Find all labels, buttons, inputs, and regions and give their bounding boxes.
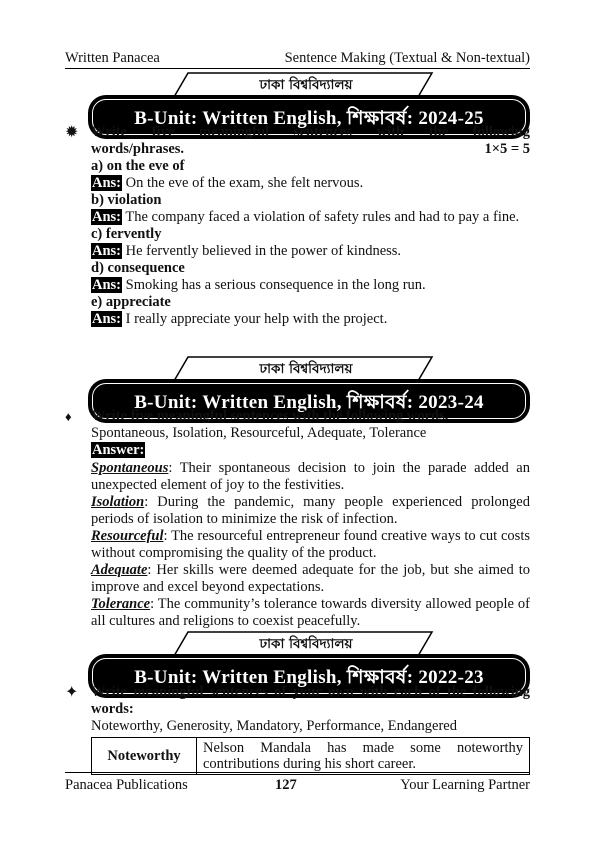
ans-tag: Ans: (92, 209, 122, 225)
running-footer (65, 772, 530, 795)
ans-tag: Ans: (92, 311, 122, 327)
footer-tagline: Your Learning Partner (400, 777, 530, 793)
banner-tab-label: ঢাকা বিশ্ববিদ্যালয় (259, 636, 353, 652)
item-label: a) on the eve of (91, 158, 185, 174)
answer-paragraph: Isolation: During the pandemic, many people experienced prolonged periods of isolation to minimize the risk of infection. (91, 494, 530, 527)
question-text: Write meaningful sentences of your own with each of the following words: (91, 684, 530, 717)
item-answer: Ans: I really appreciate your help with the project. (92, 311, 388, 327)
table-row (92, 738, 530, 775)
banner-tab-label: ঢাকা বিশ্ববিদ্যালয় (259, 361, 353, 377)
banner-title: B-Unit: Written English, শিক্ষাবর্ষ: 2024-25 (134, 108, 484, 129)
table-sentence: Nelson Mandala has made some noteworthy contributions during his short career. (197, 738, 530, 775)
answer-table (91, 737, 530, 775)
header-left: Written Panacea (65, 50, 160, 66)
item-answer: Ans: On the eve of the exam, she felt nervous. (92, 175, 364, 191)
answers (65, 718, 530, 775)
footer-publisher: Panacea Publications (65, 777, 188, 793)
marks: 1×5 = 5 (484, 141, 530, 157)
burst-bullet-icon: ✹ (65, 124, 79, 141)
item-answer: Ans: The company faced a violation of safety rules and had to pay a fine. (92, 209, 520, 225)
banner-tab (174, 355, 438, 379)
item-label: d) consequence (91, 260, 185, 276)
answers (65, 425, 530, 630)
question (65, 684, 530, 718)
banner-tab (174, 71, 438, 95)
answer-paragraph: Adequate: Her skills were deemed adequate for the job, but she aimed to improve and excel beyond expectations. (91, 562, 530, 595)
banner-tab-label: ঢাকা বিশ্ববিদ্যালয় (259, 77, 353, 93)
section-2023-24 (65, 408, 530, 630)
star-bullet-icon: ✦ (65, 684, 79, 701)
question (65, 124, 530, 158)
table-word: Noteworthy (92, 738, 197, 775)
ans-tag: Ans: (92, 175, 122, 191)
item-label: b) violation (91, 192, 162, 208)
word-list: Spontaneous, Isolation, Resourceful, Adequate, Tolerance (91, 425, 427, 441)
ans-tag: Ans: (92, 243, 122, 259)
answer-heading: Answer: (92, 442, 145, 458)
running-header (65, 50, 530, 69)
question-line-1: Write five meaningful sentences with the following (91, 124, 530, 140)
question-line-2: words/phrases. 1×5 = 5 (91, 141, 530, 157)
banner-title: B-Unit: Written English, শিক্ষাবর্ষ: 2023-24 (134, 392, 484, 413)
item-answer: Ans: Smoking has a serious consequence in the long run. (92, 277, 426, 293)
banner-title: B-Unit: Written English, শিক্ষাবর্ষ: 2022-23 (134, 667, 484, 688)
header-right: Sentence Making (Textual & Non-textual) (284, 50, 530, 66)
word-list: Noteworthy, Generosity, Mandatory, Performance, Endangered (91, 718, 457, 734)
answers (65, 158, 530, 328)
section-2022-23 (65, 684, 530, 775)
item-answer: Ans: He fervently believed in the power of kindness. (92, 243, 402, 259)
item-label: c) fervently (91, 226, 162, 242)
question-text: Write five meaningful sentences with the following words. (91, 408, 449, 424)
answer-paragraph: Tolerance: The community’s tolerance towards diversity allowed people of all cultures and religions to coexist peacefully. (91, 596, 530, 629)
item-label: e) appreciate (91, 294, 171, 310)
section-2024-25 (65, 124, 530, 328)
answer-paragraph: Resourceful: The resourceful entrepreneur found creative ways to cut costs without compromising the quality of the product. (91, 528, 530, 561)
ans-tag: Ans: (92, 277, 122, 293)
diamond-bullet-icon: ♦ (65, 409, 72, 424)
answer-paragraph: Spontaneous: Their spontaneous decision to join the parade added an unexpected element of joy to the festivities. (91, 460, 530, 493)
question (65, 408, 530, 425)
banner-tab (174, 630, 438, 654)
page-number: 127 (275, 777, 297, 793)
